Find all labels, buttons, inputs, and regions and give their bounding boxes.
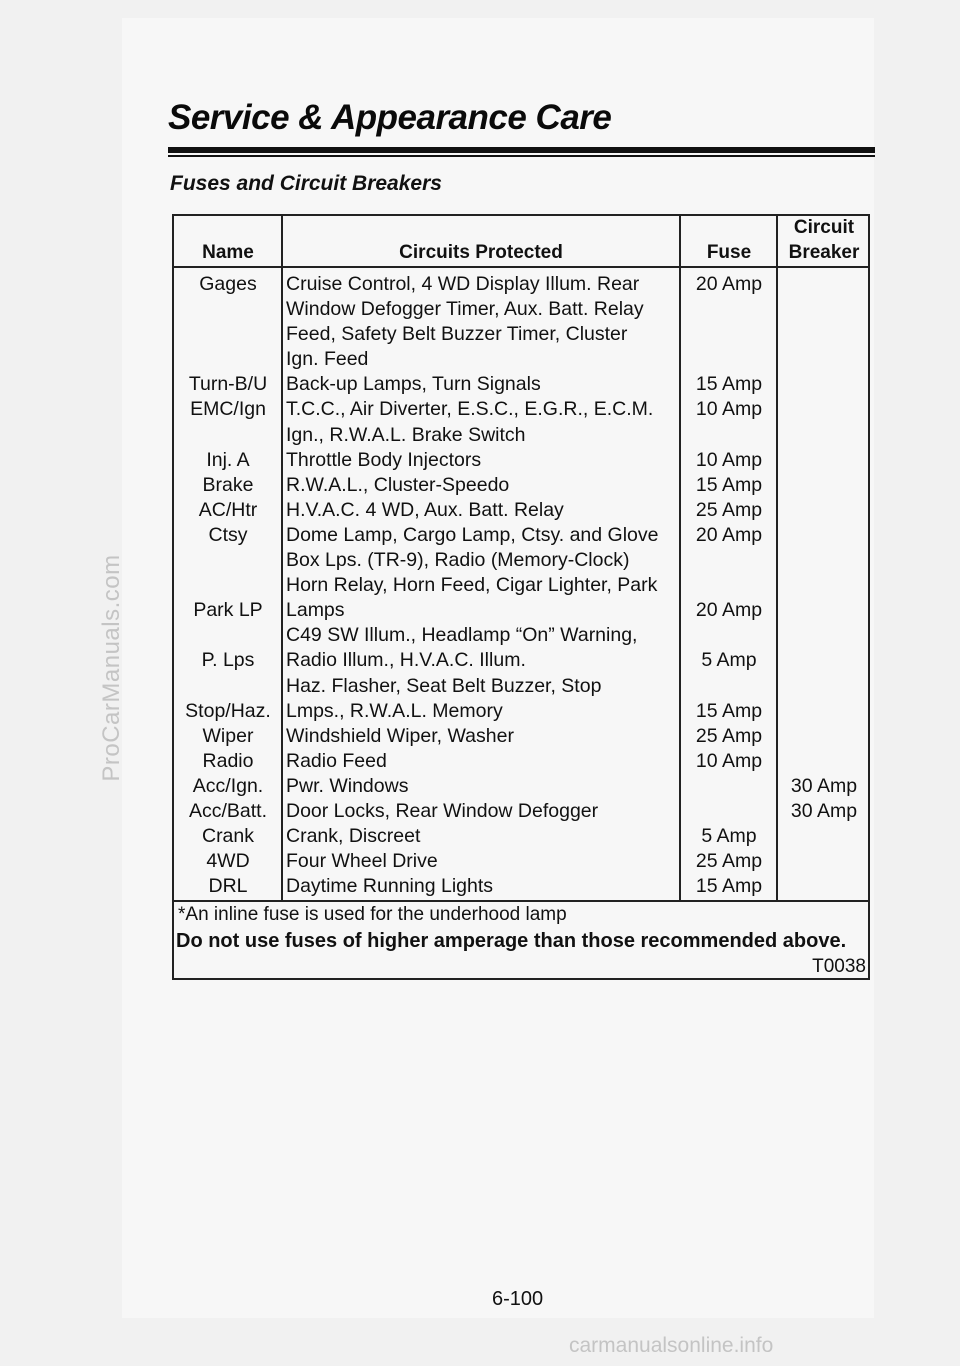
amperage-warning: Do not use fuses of higher amperage than those recommended above. — [176, 930, 847, 952]
body-bottom-rule — [174, 900, 868, 902]
table-cell-name: Wiper — [202, 724, 254, 747]
table-cell-breaker — [778, 372, 870, 397]
table-cell-name — [174, 322, 282, 347]
table-cell-fuse: 25 Amp — [695, 724, 763, 747]
table-cell-circuit: Ign. Feed — [286, 348, 369, 371]
title-rule-thick — [168, 147, 875, 153]
table-cell-name: Radio — [202, 749, 254, 772]
table-cell-breaker — [778, 598, 870, 623]
table-cell-fuse — [680, 573, 778, 598]
table-cell-breaker — [778, 397, 870, 422]
table-cell-fuse: 15 Amp — [695, 699, 763, 722]
table-cell-circuit: Daytime Running Lights — [286, 875, 494, 898]
table-cell-circuit: Cruise Control, 4 WD Display Illum. Rear — [286, 273, 640, 295]
table-cell-breaker — [778, 498, 870, 523]
table-cell-circuit: Dome Lamp, Cargo Lamp, Ctsy. and Glove — [286, 523, 659, 546]
header-name: Name — [202, 242, 254, 263]
section-title: Fuses and Circuit Breakers — [170, 172, 442, 195]
table-cell-name: P. Lps — [201, 649, 255, 672]
table-cell-fuse: 10 Amp — [695, 749, 763, 772]
table-cell-fuse: 20 Amp — [695, 523, 763, 546]
table-cell-name: Ctsy — [208, 523, 248, 546]
table-cell-circuit: Box Lps. (TR-9), Radio (Memory-Clock) — [286, 549, 630, 572]
table-cell-circuit: Back-up Lamps, Turn Signals — [286, 373, 541, 396]
table-cell-circuit: Lmps., R.W.A.L. Memory — [286, 699, 503, 722]
table-cell-name: Brake — [202, 473, 254, 496]
table-cell-circuit: Lamps — [286, 599, 345, 622]
chapter-title: Service & Appearance Care — [168, 98, 612, 137]
table-cell-circuit: H.V.A.C. 4 WD, Aux. Batt. Relay — [286, 498, 564, 521]
table-cell-breaker — [778, 874, 870, 899]
table-cell-circuit: Throttle Body Injectors — [286, 448, 482, 471]
table-cell-breaker — [778, 523, 870, 548]
table-cell-circuit: Crank, Discreet — [286, 825, 421, 848]
table-cell-circuit: Haz. Flasher, Seat Belt Buzzer, Stop — [286, 674, 602, 697]
table-cell-breaker — [778, 473, 870, 498]
table-cell-fuse: 20 Amp — [695, 273, 763, 295]
table-cell-fuse — [680, 674, 778, 699]
table-cell-fuse — [680, 347, 778, 372]
fuse-column — [680, 272, 778, 899]
table-cell-breaker — [778, 749, 870, 774]
table-cell-fuse: 10 Amp — [695, 398, 763, 421]
name-column — [174, 272, 282, 899]
table-cell-name: Acc/Batt. — [188, 799, 268, 822]
header-rule — [174, 266, 868, 268]
table-cell-name — [174, 297, 282, 322]
table-cell-breaker — [778, 548, 870, 573]
table-cell-name: Stop/Haz. — [185, 699, 271, 722]
table-cell-circuit: Windshield Wiper, Washer — [286, 724, 514, 747]
table-cell-breaker — [778, 699, 870, 724]
table-cell-name: AC/Htr — [198, 498, 258, 521]
table-cell-circuit: Horn Relay, Horn Feed, Cigar Lighter, Park — [286, 574, 658, 597]
table-cell-name — [174, 623, 282, 648]
table-cell-fuse: 25 Amp — [695, 850, 763, 873]
table-cell-fuse: 15 Amp — [695, 473, 763, 496]
table-cell-name: Gages — [199, 273, 257, 295]
footnote: *An inline fuse is used for the underhood lamp — [178, 904, 567, 925]
table-cell-breaker — [778, 322, 870, 347]
table-cell-fuse — [680, 774, 778, 799]
side-watermark: ProCarManuals.com — [98, 554, 125, 782]
table-cell-circuit: R.W.A.L., Cluster-Speedo — [286, 473, 510, 496]
table-cell-circuit: T.C.C., Air Diverter, E.S.C., E.G.R., E.C.M. — [286, 398, 654, 421]
table-cell-breaker — [778, 648, 870, 673]
table-cell-circuit: Four Wheel Drive — [286, 850, 438, 873]
page-number: 6-100 — [492, 1288, 544, 1310]
table-cell-breaker — [778, 347, 870, 372]
table-cell-fuse — [680, 423, 778, 448]
table-cell-fuse — [680, 322, 778, 347]
table-cell-breaker — [778, 448, 870, 473]
table-cell-circuit: C49 SW Illum., Headlamp “On” Warning, — [286, 624, 638, 647]
table-cell-fuse: 5 Amp — [701, 649, 757, 672]
header-circuits: Circuits Protected — [399, 242, 563, 263]
table-cell-name — [174, 674, 282, 699]
table-cell-breaker — [778, 272, 870, 297]
table-cell-name — [174, 423, 282, 448]
header-breaker-line2: Breaker — [788, 242, 860, 263]
table-cell-circuit: Pwr. Windows — [286, 774, 409, 797]
fuse-table — [172, 214, 870, 980]
table-cell-name: Turn-B/U — [188, 373, 268, 396]
table-code: T0038 — [812, 956, 866, 977]
table-cell-breaker: 30 Amp — [790, 799, 858, 822]
breaker-column — [778, 272, 870, 899]
table-cell-fuse: 10 Amp — [695, 448, 763, 471]
table-cell-name — [174, 347, 282, 372]
table-cell-breaker — [778, 824, 870, 849]
table-cell-circuit: Ign., R.W.A.L. Brake Switch — [286, 423, 526, 446]
table-cell-circuit: Window Defogger Timer, Aux. Batt. Relay — [286, 298, 644, 321]
table-cell-breaker — [778, 297, 870, 322]
table-cell-fuse: 25 Amp — [695, 498, 763, 521]
table-cell-name — [174, 548, 282, 573]
table-cell-fuse — [680, 799, 778, 824]
table-cell-fuse: 15 Amp — [695, 373, 763, 396]
table-cell-breaker — [778, 573, 870, 598]
table-cell-breaker — [778, 423, 870, 448]
table-cell-name: 4WD — [206, 850, 250, 873]
table-cell-circuit: Feed, Safety Belt Buzzer Timer, Cluster — [286, 323, 628, 346]
table-cell-fuse: 15 Amp — [695, 875, 763, 898]
table-cell-breaker — [778, 623, 870, 648]
table-cell-breaker — [778, 849, 870, 874]
table-cell-fuse: 20 Amp — [695, 599, 763, 622]
title-rule-thin — [168, 155, 875, 157]
table-cell-breaker — [778, 674, 870, 699]
table-cell-name — [174, 573, 282, 598]
table-cell-fuse: 5 Amp — [701, 825, 757, 848]
header-breaker-line1: Circuit — [793, 217, 855, 238]
table-cell-breaker — [778, 724, 870, 749]
table-cell-circuit: Radio Illum., H.V.A.C. Illum. — [286, 649, 526, 672]
bottom-watermark: carmanualsonline.info — [569, 1334, 774, 1357]
table-cell-fuse — [680, 548, 778, 573]
table-cell-fuse — [680, 623, 778, 648]
header-fuse: Fuse — [706, 242, 752, 263]
table-cell-name: Acc/Ign. — [192, 774, 264, 797]
table-cell-name: Crank — [201, 825, 255, 848]
table-cell-fuse — [680, 297, 778, 322]
table-cell-name: EMC/Ign — [190, 398, 266, 421]
table-cell-name: DRL — [208, 875, 248, 898]
table-cell-name: Park LP — [193, 599, 263, 622]
circuits-column — [286, 272, 686, 899]
table-cell-circuit: Radio Feed — [286, 749, 387, 772]
table-cell-breaker: 30 Amp — [790, 774, 858, 797]
table-cell-name: Inj. A — [206, 448, 250, 471]
table-cell-circuit: Door Locks, Rear Window Defogger — [286, 799, 599, 822]
